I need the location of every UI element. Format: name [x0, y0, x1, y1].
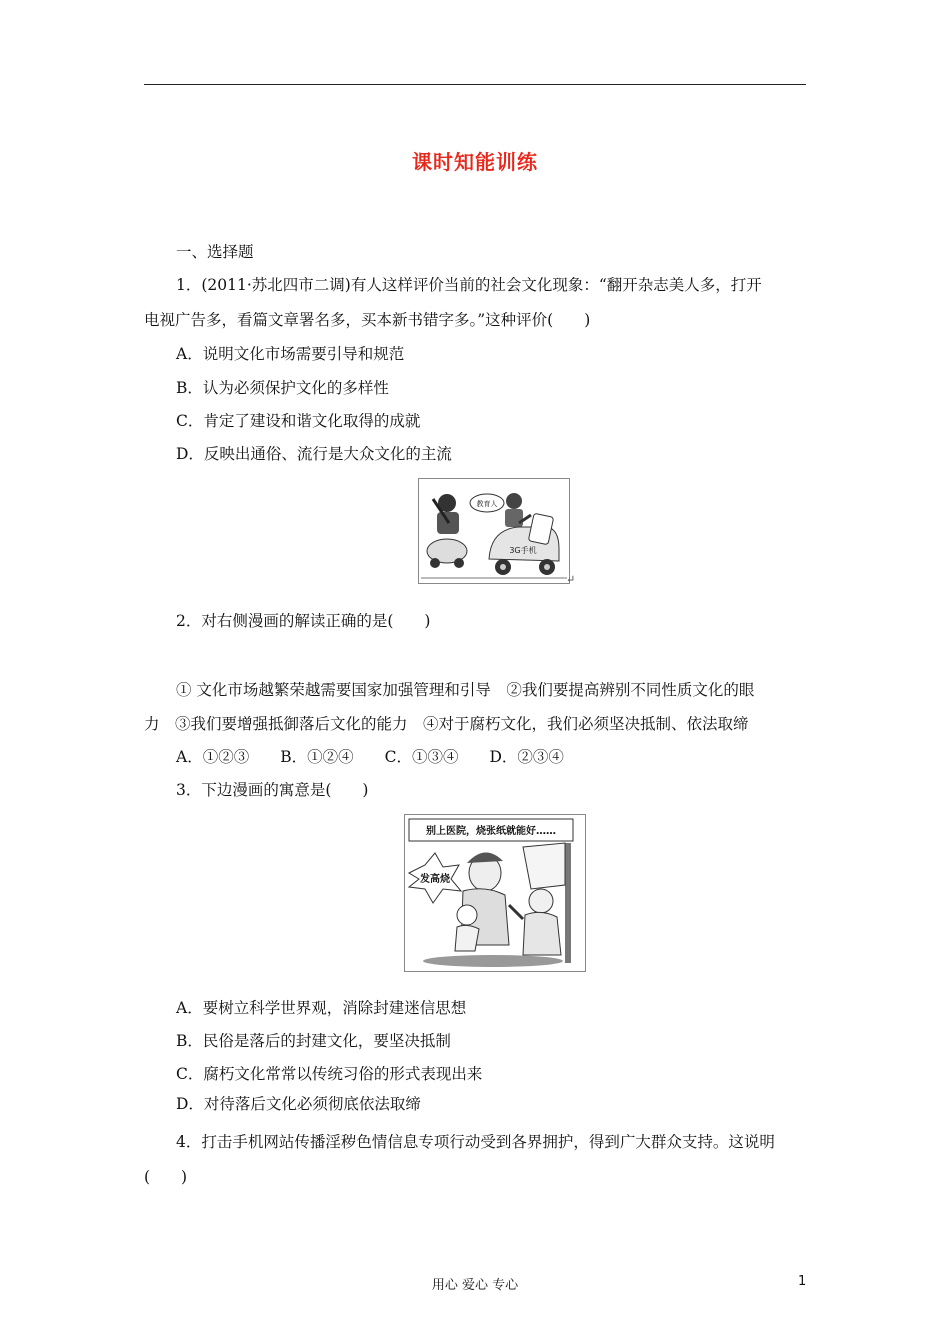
cartoon-1-bubble-text: 教育人 [476, 500, 498, 508]
page-number: 1 [798, 1274, 807, 1289]
q2-options: A．①②③ B．①②④ C．①③④ D．②③④ [176, 748, 564, 766]
question-1-line-1: 1．(2011·苏北四市二调)有人这样评价当前的社会文化现象：“翻开杂志美人多，打开 [176, 276, 762, 294]
q3-option-c: C．腐朽文化常常以传统习俗的形式表现出来 [176, 1065, 483, 1083]
q1-option-d: D．反映出通俗、流行是大众文化的主流 [176, 445, 452, 463]
cartoon-3g-phone-drawing [419, 479, 569, 583]
page-title: 课时知能训练 [412, 150, 538, 174]
cartoon-3g-phone [418, 478, 570, 584]
q3-option-b: B．民俗是落后的封建文化，要坚决抵制 [176, 1032, 451, 1050]
question-2-line-3: 力 ③我们要增强抵御落后文化的能力 ④对于腐朽文化，我们必须坚决抵制、依法取缔 [144, 715, 749, 733]
q3-option-a: A．要树立科学世界观，消除封建迷信思想 [176, 999, 467, 1017]
return-mark: ↵ [566, 573, 576, 586]
cartoon-2-label: 发高烧 [420, 874, 450, 885]
question-4-line-2: ( ) [144, 1168, 188, 1186]
question-3-line-1: 3．下边漫画的寓意是( ) [176, 781, 369, 799]
cartoon-superstition [404, 814, 586, 972]
question-2-line-1: 2．对右侧漫画的解读正确的是( ) [176, 612, 431, 630]
section-heading: 一、选择题 [176, 243, 254, 261]
q1-option-a: A．说明文化市场需要引导和规范 [176, 345, 405, 363]
cartoon-2-caption: 别上医院，烧张纸就能好…… [426, 826, 556, 837]
question-2-line-2: ① 文化市场越繁荣越需要国家加强管理和引导 ②我们要提高辨别不同性质文化的眼 [176, 681, 755, 699]
question-1-line-2: 电视广告多，看篇文章署名多，买本新书错字多。”这种评价( ) [144, 311, 591, 329]
q3-option-d: D．对待落后文化必须彻底依法取缔 [176, 1095, 421, 1113]
question-4-line-1: 4．打击手机网站传播淫秽色情信息专项行动受到各界拥护，得到广大群众支持。这说明 [176, 1133, 775, 1151]
cartoon-1-label: 3G手机 [509, 546, 537, 555]
cartoon-superstition-drawing [405, 815, 585, 971]
header-rule [144, 84, 806, 85]
q1-option-b: B．认为必须保护文化的多样性 [176, 379, 389, 397]
page-footer: 用心 爱心 专心 [431, 1278, 519, 1293]
q1-option-c: C．肯定了建设和谐文化取得的成就 [176, 412, 421, 430]
